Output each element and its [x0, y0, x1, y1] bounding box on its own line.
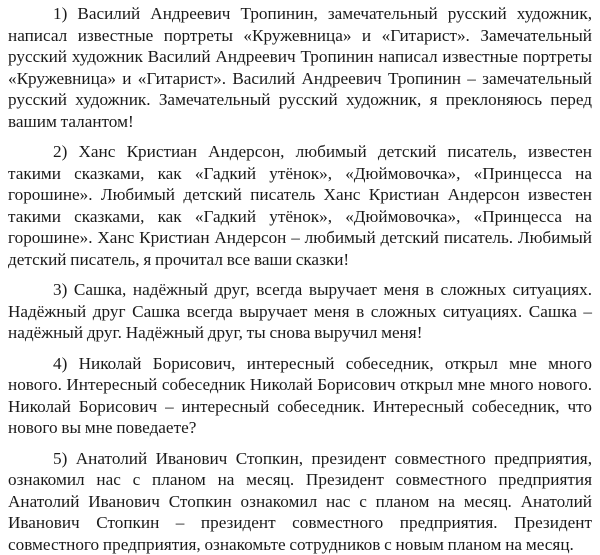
paragraph-2: 2) Ханс Кристиан Андерсон, любимый детский писатель, известен такими сказками, как «Гадкий утёнок», «Дюймовочка», «Принцесса на горошине». Любимый детский писатель Ханс Кристиан Андерсон известен такими сказками, как «Гадкий утёнок», «Дюймовочка», «Принцесса на горошине». Ханс Кристиан Андерсон – любимый детский писатель. Любимый детский писатель, я прочитал все ваши сказки!	[8, 141, 592, 270]
paragraph-1: 1) Василий Андреевич Тропинин, замечательный русский художник, написал известные портреты «Кружевница» и «Гитарист». Замечательный русский художник Василий Андреевич Тропинин написал известные портреты «Кружевница» и «Гитарист». Василий Андреевич Тропинин – замечательный русский художник. Замечательный русский художник, я преклоняюсь перед вашим талантом!	[8, 3, 592, 132]
paragraph-3: 3) Сашка, надёжный друг, всегда выручает меня в сложных ситуациях. Надёжный друг Сашка всегда выручает меня в сложных ситуациях. Сашка – надёжный друг. Надёжный друг, ты снова выручил меня!	[8, 279, 592, 344]
paragraph-4: 4) Николай Борисович, интересный собеседник, открыл мне много нового. Интересный собеседник Николай Борисович открыл мне много нового. Николай Борисович – интересный собеседник. Интересный собеседник, что нового вы мне поведаете?	[8, 353, 592, 439]
paragraph-5: 5) Анатолий Иванович Стопкин, президент совместного предприятия, ознакомил нас с планом на месяц. Президент совместного предприятия Анатолий Иванович Стопкин ознакомил нас с планом на месяц. Анатолий Иванович Стопкин – президент совместного предприятия. Президент совместного предприятия, ознакомьте сотрудников с новым планом на месяц.	[8, 448, 592, 555]
